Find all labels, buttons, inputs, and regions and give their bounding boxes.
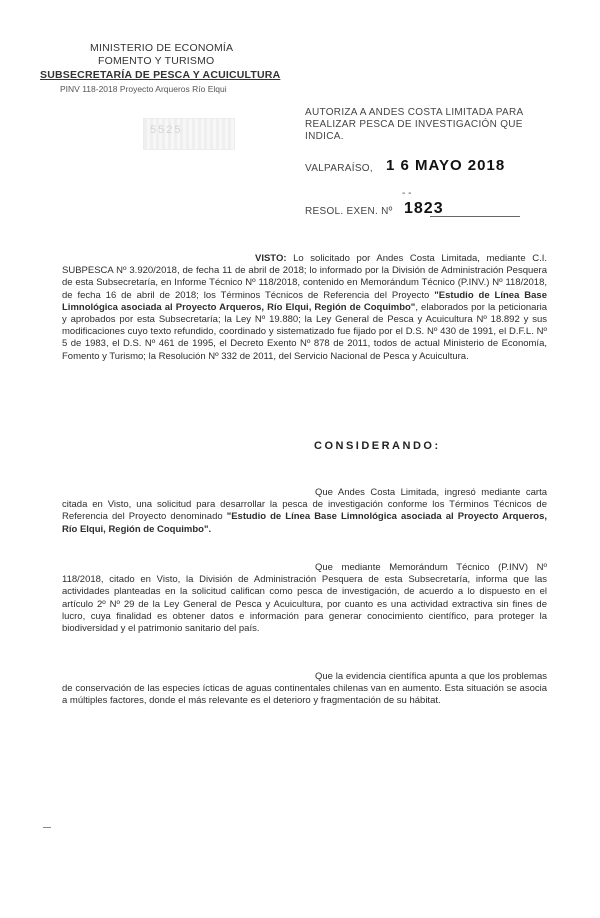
resolution-label: RESOL. EXEN. Nº — [305, 206, 393, 217]
subsecretaria-name: SUBSECRETARÍA DE PESCA Y ACUICULTURA — [40, 69, 281, 81]
visto-project-name: "Estudio de Línea Base Limnológica asociada al Proyecto Arqueros, Río Elqui, Región de Coquimbo" — [62, 289, 548, 313]
considerando-paragraph-1 — [62, 487, 547, 536]
number-underline — [430, 216, 520, 217]
document-reference: PINV 118-2018 Proyecto Arqueros Río Elqui — [60, 84, 227, 94]
margin-mark — [43, 827, 51, 828]
dash-mark: - - — [402, 188, 412, 199]
considerando-paragraph-3: Que la evidencia científica apunta a que los problemas de conservación de las especies ícticas de aguas continentales chilenas van en aumento. Esta situación se asocia a múltiples factores, donde el más relevante es el deterioro y fragmentación de su hábitat. — [62, 671, 547, 707]
ministry-name-2: FOMENTO Y TURISMO — [98, 55, 215, 67]
considerando-p1-project: "Estudio de Línea Base Limnológica asociada al Proyecto Arqueros, Río Elqui, Región de Coquimbo". — [62, 511, 547, 535]
considerando-p1-text: Que Andes Costa Limitada, ingresó mediante carta citada en Visto, una solicitud para desarrollar la pesca de investigación conforme los Términos Técnicos de Referencia del Proyecto denominado — [62, 487, 547, 523]
visto-text: Lo solicitado por Andes Costa Limitada, mediante C.I. SUBPESCA Nº 3.920/2018, de fecha 11 de abril de 2018; lo informado por la División de Administración Pesquera de esta Subsecretaría, en Informe Técnico Nº 118/2018, contenido en Memorándum Técnico (P.INV.) Nº 118/2018, de fecha 16 de abril de 2018; los Términos Técnicos de Referencia del Proyecto — [62, 253, 548, 301]
received-stamp — [143, 118, 235, 150]
considerando-heading: CONSIDERANDO: — [314, 440, 441, 452]
place-label: VALPARAÍSO, — [305, 163, 373, 174]
resolution-title: AUTORIZA A ANDES COSTA LIMITADA PARA REALIZAR PESCA DE INVESTIGACIÓN QUE INDICA. — [305, 107, 523, 142]
ministry-name: MINISTERIO DE ECONOMÍA — [90, 42, 234, 54]
resolution-number: 1823 — [404, 200, 444, 217]
visto-paragraph — [62, 253, 547, 363]
resolution-date: 1 6 MAYO 2018 — [386, 157, 506, 174]
visto-text-2: , elaborados por la peticionaria y aprobados por esta Subsecretaría; la Ley Nº 19.880; la Ley General de Pesca y Acuicultura Nº 18.892 y sus modificaciones cuyo texto refundido, coordinado y sistematizado fue fijado por el D.S. Nº 430 de 1991, el D.F.L. Nº 5 de 1983, el D.S. Nº 461 de 1995, el Decreto Exento Nº 878 de 2011, todos de actual Ministerio de Economía, Fomento y Turismo; la Resolución Nº 332 de 2011, del Servicio Nacional de Pesca y Acuicultura. — [62, 301, 547, 362]
stamp-text: 5525 — [150, 124, 183, 136]
considerando-paragraph-2: Que mediante Memorándum Técnico (P.INV) Nº 118/2018, citado en Visto, la División de Administración Pesquera de esta Subsecretaría, informa que las actividades planteadas en la solicitud califican como pesca de investigación, de acuerdo a lo dispuesto en el artículo 2º Nº 29 de la Ley General de Pesca y Acuicultura, por cuanto es una actividad extractiva sin fines de lucro, cuya finalidad es obtener datos e información para generar conocimiento científico, para proteger la biodiversidad y el patrimonio sanitario del país. — [62, 562, 547, 635]
visto-label: VISTO: — [255, 253, 287, 264]
